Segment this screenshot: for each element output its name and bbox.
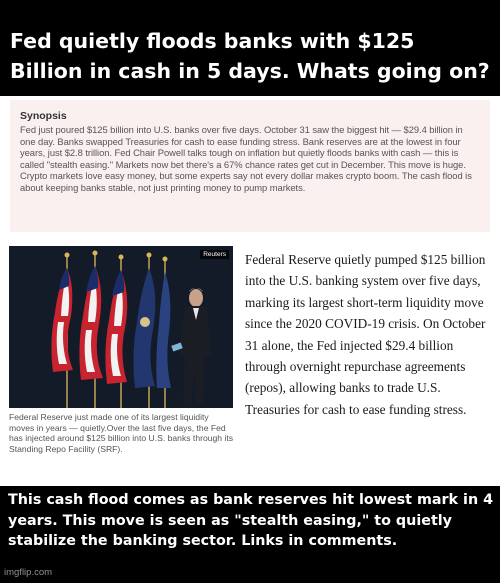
imgflip-watermark: imgflip.com (4, 567, 53, 578)
meme-top-caption: Fed quietly floods banks with $125 Billion in cash in 5 days. Whats going on? (0, 0, 500, 96)
photo-illustration (9, 246, 233, 408)
synopsis-box (10, 100, 490, 232)
meme-bottom-caption: This cash flood comes as bank reserves hit lowest mark in 4 years. This move is seen as "stealth easing," to quietly stabilize the banking sector. Links in comments. (0, 486, 500, 583)
synopsis-body: Fed just poured $125 billion into U.S. banks over five days. October 31 saw the biggest hit — $29.4 billion in one day. Banks swapped Treasuries for cash to ease funding stress. Bank reserves are at the lowest in four years, just $2.8 trillion. Fed Chair Powell talks tough on inflation but quietly floods banks with cash — this is called "stealth easing." Markets now bet there's a 67% chance rates get cut in December. This move is huge. Crypto markets love easy money, but some experts say not every dollar makes crypto boom. The cash flood is about keeping banks stable, not just printing money to pump markets. (20, 124, 472, 193)
reuters-tag: Reuters (200, 250, 229, 259)
article-body: Federal Reserve quietly pumped $125 billion into the U.S. banking system over five days, marking its largest short-term liquidity move since the 2020 COVID-19 crisis. On October 31 alone, the Fed injected $29.4 billion through overnight repurchase agreements (repos), allowing banks to trade U.S. Treasuries for cash to ease funding stress. (245, 252, 486, 417)
photo-caption: Federal Reserve just made one of its largest liquidity moves in years — quietly.Over the last five days, the Fed has injected around $125 billion into U.S. banks through its Standing Repo Facility (SRF). (9, 412, 234, 454)
news-photo (9, 246, 233, 408)
article-screenshot (0, 96, 500, 486)
synopsis-heading: Synopsis (20, 110, 67, 122)
